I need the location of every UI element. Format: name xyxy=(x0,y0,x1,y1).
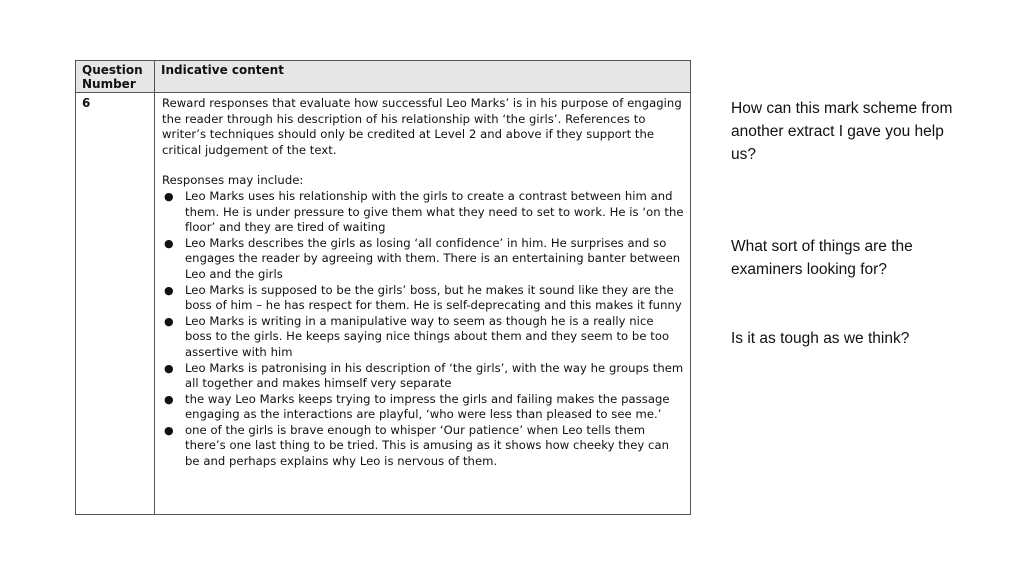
list-item-text: the way Leo Marks keeps trying to impress the girls and failing makes the passage engaging as the interactions are playful, ‘who were less than pleased to see me.’ xyxy=(185,391,670,422)
side-question-2: What sort of things are the examiners looking for? xyxy=(731,238,913,278)
list-item xyxy=(162,189,684,236)
bullet-icon: ● xyxy=(164,392,174,406)
header-indicative-content: Indicative content xyxy=(161,63,284,77)
intro-paragraph: Reward responses that evaluate how successful Leo Marks’ is in his purpose of engaging the reader through his description of his relationship with ‘the girls’. References to writer’s techniques should only be credited at Level 2 and above if they support the critical judgement of the text. xyxy=(162,96,682,157)
list-item-text: Leo Marks describes the girls as losing ‘all confidence’ in him. He surprises and so engages the reader by agreeing with them. There is an entertaining banter between Leo and the girls xyxy=(185,235,681,281)
list-item xyxy=(162,361,684,392)
bullet-icon: ● xyxy=(164,423,174,437)
bullet-icon: ● xyxy=(164,283,174,297)
list-item-text: one of the girls is brave enough to whisper ‘Our patience’ when Leo tells them there’s one last thing to be tried. This is amusing as it shows how cheeky they can be and perhaps explains why Leo is nervous of them. xyxy=(185,422,670,469)
list-item xyxy=(162,423,684,470)
list-item-text: Leo Marks is writing in a manipulative way to seem as though he is a really nice boss to the girls. He keeps saying nice things about them and they seem to be too assertive with him xyxy=(185,313,670,359)
bullet-icon: ● xyxy=(164,314,174,328)
list-item xyxy=(162,392,684,423)
list-item xyxy=(162,314,684,361)
mark-scheme-table xyxy=(75,60,691,515)
indicative-content xyxy=(162,96,684,470)
side-question-3: Is it as tough as we think? xyxy=(731,330,910,347)
list-item xyxy=(162,283,684,314)
header-question-number: Question Number xyxy=(82,63,143,91)
list-item-text: Leo Marks is supposed to be the girls’ boss, but he makes it sound like they are the boss of him – he has respect for them. He is self-deprecating and this makes it funny xyxy=(185,282,682,313)
question-number: 6 xyxy=(82,96,91,110)
list-item-text: Leo Marks uses his relationship with the girls to create a contrast between him and them. He is under pressure to give them what they need to set to work. He is ‘on the floor’ and they are tired of waiting xyxy=(185,188,684,235)
responses-heading: Responses may include: xyxy=(162,173,304,188)
bullet-icon: ● xyxy=(164,236,174,250)
bullet-icon: ● xyxy=(164,361,174,375)
column-divider xyxy=(154,61,155,514)
side-question-1: How can this mark scheme from another extract I gave you help us? xyxy=(731,100,953,163)
response-list xyxy=(162,189,684,470)
bullet-icon: ● xyxy=(164,189,174,203)
list-item-text: Leo Marks is patronising in his description of ‘the girls’, with the way he groups them all together and makes himself very separate xyxy=(185,360,684,391)
list-item xyxy=(162,236,684,283)
